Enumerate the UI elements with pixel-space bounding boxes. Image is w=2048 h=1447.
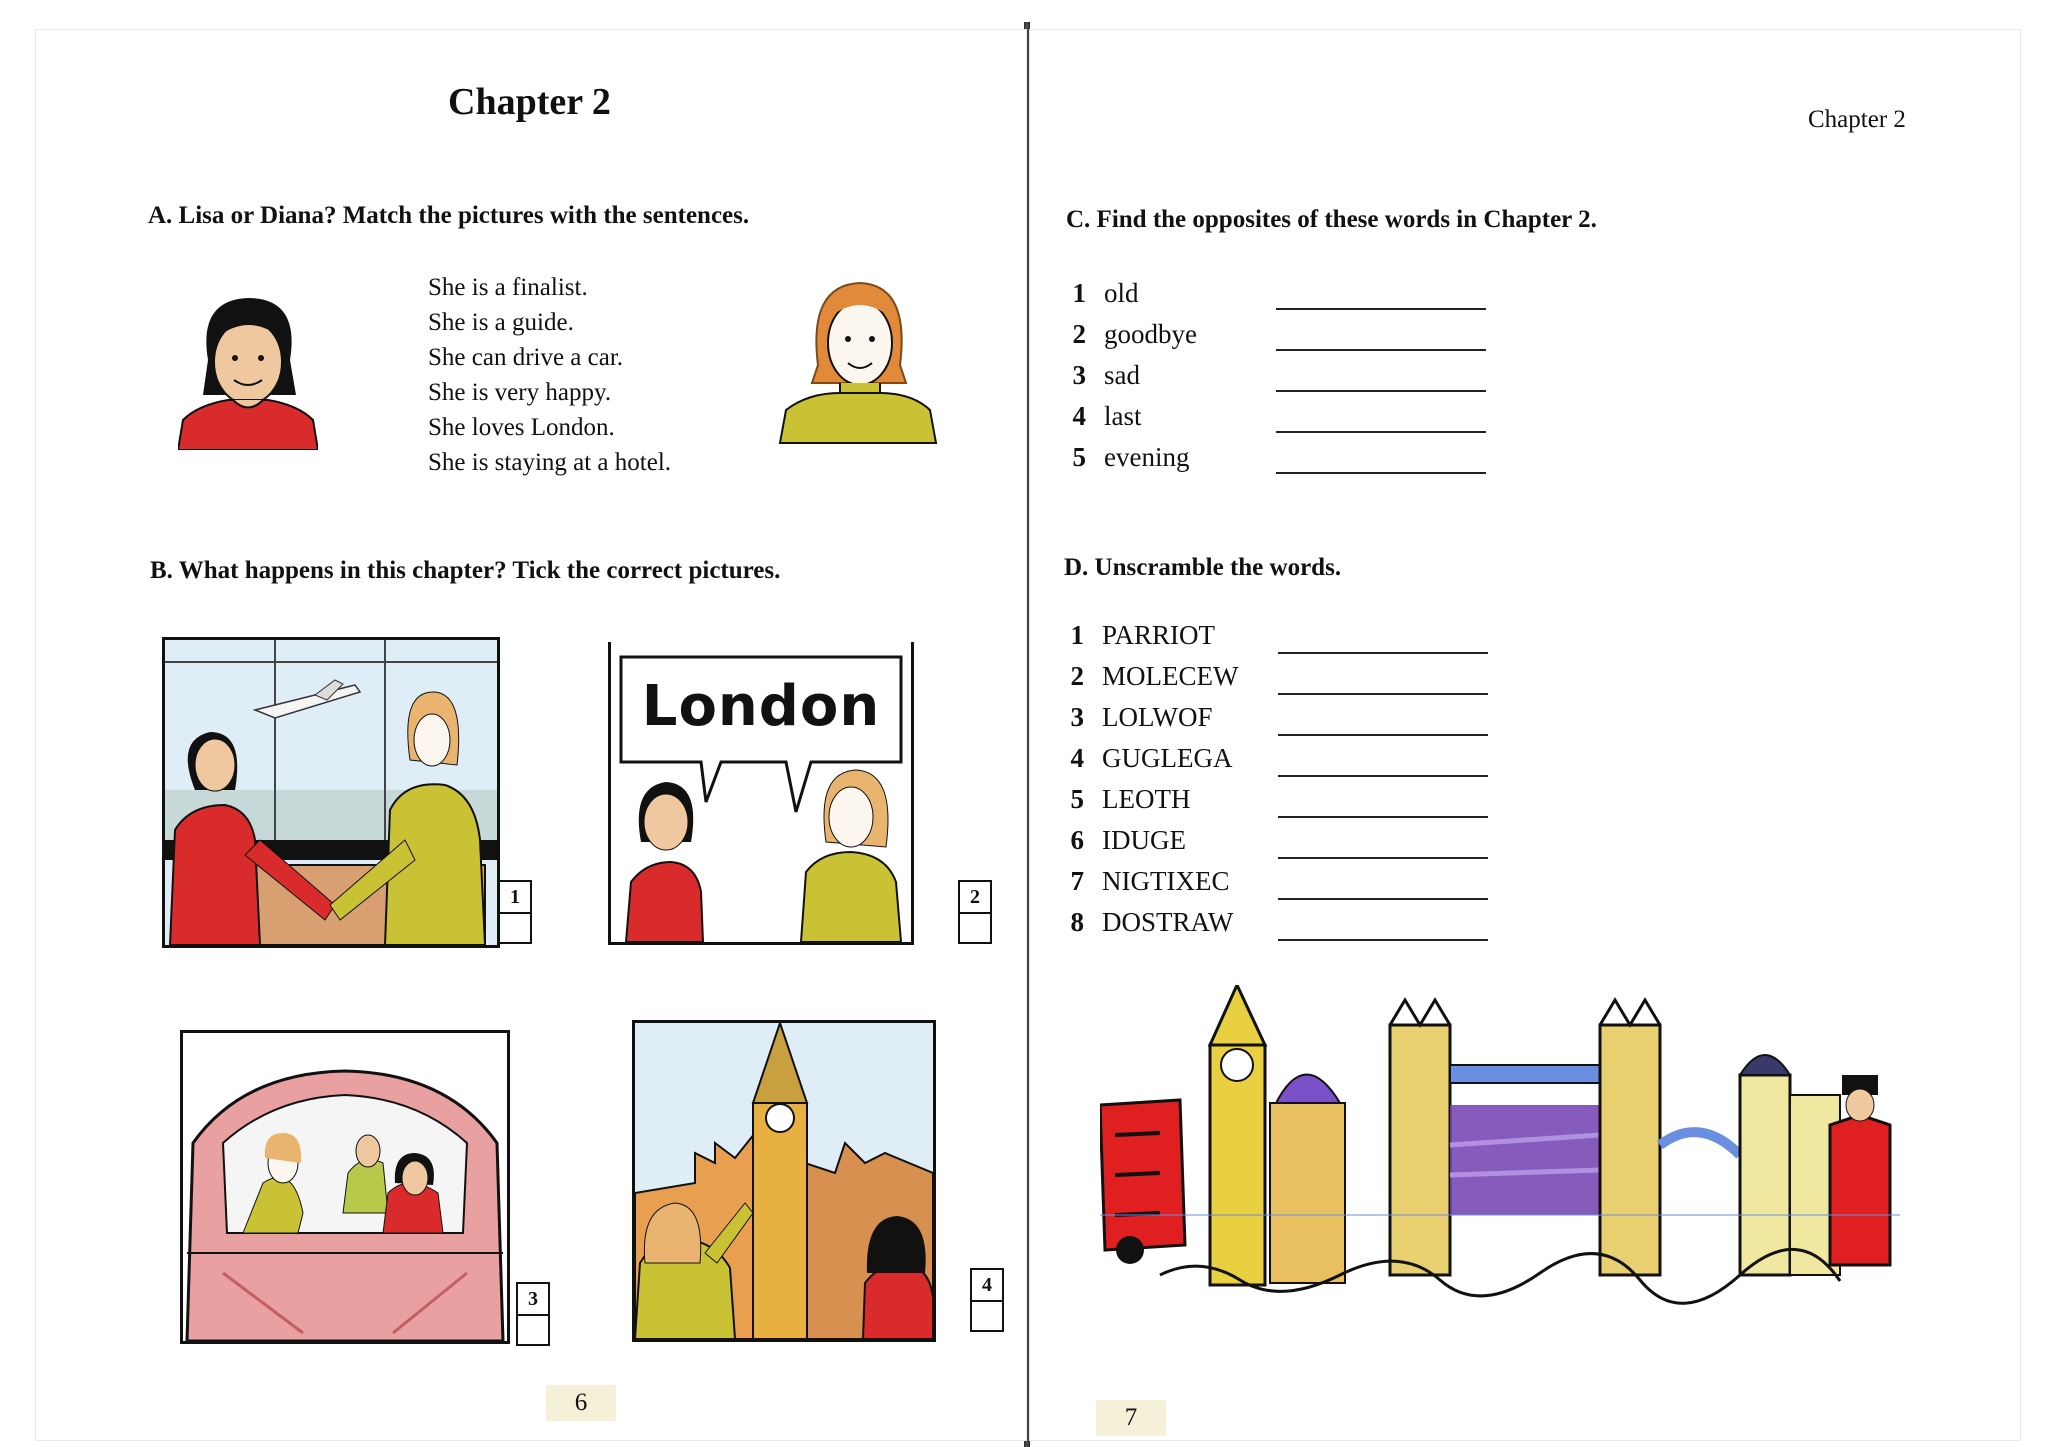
tick-box-4[interactable] bbox=[970, 1268, 1004, 1332]
item-number: 1 bbox=[1070, 620, 1084, 650]
section-a-heading: A. Lisa or Diana? Match the pictures with the sentences. bbox=[148, 202, 750, 229]
answer-line[interactable] bbox=[1278, 652, 1488, 654]
item-number: 5 bbox=[1070, 784, 1084, 814]
panel-number: 1 bbox=[500, 882, 530, 914]
right-page bbox=[1030, 30, 2020, 1440]
answer-line[interactable] bbox=[1278, 939, 1488, 941]
answer-line[interactable] bbox=[1278, 775, 1488, 777]
answer-line[interactable] bbox=[1278, 898, 1488, 900]
item-number: 4 bbox=[1070, 743, 1084, 773]
item-word: NIGTIXEC bbox=[1102, 866, 1230, 896]
unscramble-item bbox=[1064, 784, 1494, 818]
tick-box-3[interactable] bbox=[516, 1282, 550, 1346]
item-number: 3 bbox=[1070, 702, 1084, 732]
item-word: DOSTRAW bbox=[1102, 907, 1234, 937]
item-number: 1 bbox=[1072, 278, 1086, 308]
item-word: IDUGE bbox=[1102, 825, 1186, 855]
section-c-heading: C. Find the opposites of these words in Chapter 2. bbox=[1066, 206, 1597, 233]
left-page bbox=[36, 30, 1026, 1440]
opposite-item bbox=[1066, 442, 1486, 476]
panel-number: 4 bbox=[972, 1270, 1002, 1302]
answer-line[interactable] bbox=[1278, 857, 1488, 859]
item-number: 7 bbox=[1070, 866, 1084, 896]
item-word: LOLWOF bbox=[1102, 702, 1213, 732]
item-number: 6 bbox=[1070, 825, 1084, 855]
opposite-item bbox=[1066, 401, 1486, 435]
picture-panel-4 bbox=[632, 1020, 936, 1342]
item-word: LEOTH bbox=[1102, 784, 1191, 814]
opposite-item bbox=[1066, 319, 1486, 353]
answer-line[interactable] bbox=[1276, 431, 1486, 433]
unscramble-item bbox=[1064, 743, 1494, 777]
item-word: PARRIOT bbox=[1102, 620, 1216, 650]
chapter-title: Chapter 2 bbox=[448, 81, 611, 123]
answer-line[interactable] bbox=[1278, 693, 1488, 695]
sentence-item: She is staying at a hotel. bbox=[428, 449, 672, 476]
unscramble-item bbox=[1064, 907, 1494, 941]
unscramble-item bbox=[1064, 866, 1494, 900]
item-word: goodbye bbox=[1104, 319, 1197, 349]
item-number: 5 bbox=[1072, 442, 1086, 472]
lisa-portrait bbox=[778, 265, 938, 445]
item-number: 2 bbox=[1070, 661, 1084, 691]
sentence-list bbox=[428, 270, 748, 485]
item-word: old bbox=[1104, 278, 1139, 308]
sentence-item: She is a guide. bbox=[428, 309, 574, 336]
item-number: 2 bbox=[1072, 319, 1086, 349]
opposite-item bbox=[1066, 360, 1486, 394]
section-d-heading: D. Unscramble the words. bbox=[1064, 554, 1342, 581]
tick-box-2[interactable] bbox=[958, 880, 992, 944]
sentence-item: She is very happy. bbox=[428, 379, 612, 406]
picture-panel-1 bbox=[162, 637, 500, 948]
running-header: Chapter 2 bbox=[1808, 106, 1906, 133]
unscramble-item bbox=[1064, 702, 1494, 736]
diana-portrait bbox=[178, 280, 318, 450]
unscramble-item bbox=[1064, 661, 1494, 695]
answer-line[interactable] bbox=[1276, 390, 1486, 392]
answer-line[interactable] bbox=[1276, 349, 1486, 351]
item-number: 8 bbox=[1070, 907, 1084, 937]
sentence-item: She can drive a car. bbox=[428, 344, 624, 371]
opposite-item bbox=[1066, 278, 1486, 312]
section-b-heading: B. What happens in this chapter? Tick the correct pictures. bbox=[150, 557, 781, 584]
answer-line[interactable] bbox=[1278, 816, 1488, 818]
answer-line[interactable] bbox=[1278, 734, 1488, 736]
item-word: MOLECEW bbox=[1102, 661, 1239, 691]
page-number-right: 7 bbox=[1096, 1400, 1166, 1436]
sentence-item: She loves London. bbox=[428, 414, 615, 441]
tick-box-1[interactable] bbox=[498, 880, 532, 944]
panel-number: 3 bbox=[518, 1284, 548, 1316]
answer-line[interactable] bbox=[1276, 308, 1486, 310]
item-word: GUGLEGA bbox=[1102, 743, 1233, 773]
item-number: 4 bbox=[1072, 401, 1086, 431]
item-word: sad bbox=[1104, 360, 1140, 390]
picture-panel-3 bbox=[180, 1030, 510, 1344]
page-number-left: 6 bbox=[546, 1385, 616, 1421]
picture-panel-2 bbox=[608, 642, 914, 945]
opposites-list bbox=[1066, 278, 1486, 478]
unscramble-item bbox=[1064, 620, 1494, 654]
item-number: 3 bbox=[1072, 360, 1086, 390]
unscramble-item bbox=[1064, 825, 1494, 859]
unscramble-list bbox=[1064, 620, 1494, 960]
sentence-item: She is a finalist. bbox=[428, 274, 588, 301]
item-word: evening bbox=[1104, 442, 1190, 472]
london-sign-text: London bbox=[641, 674, 881, 739]
item-word: last bbox=[1104, 401, 1142, 431]
london-landmarks-illustration bbox=[1100, 985, 1900, 1305]
answer-line[interactable] bbox=[1276, 472, 1486, 474]
panel-number: 2 bbox=[960, 882, 990, 914]
